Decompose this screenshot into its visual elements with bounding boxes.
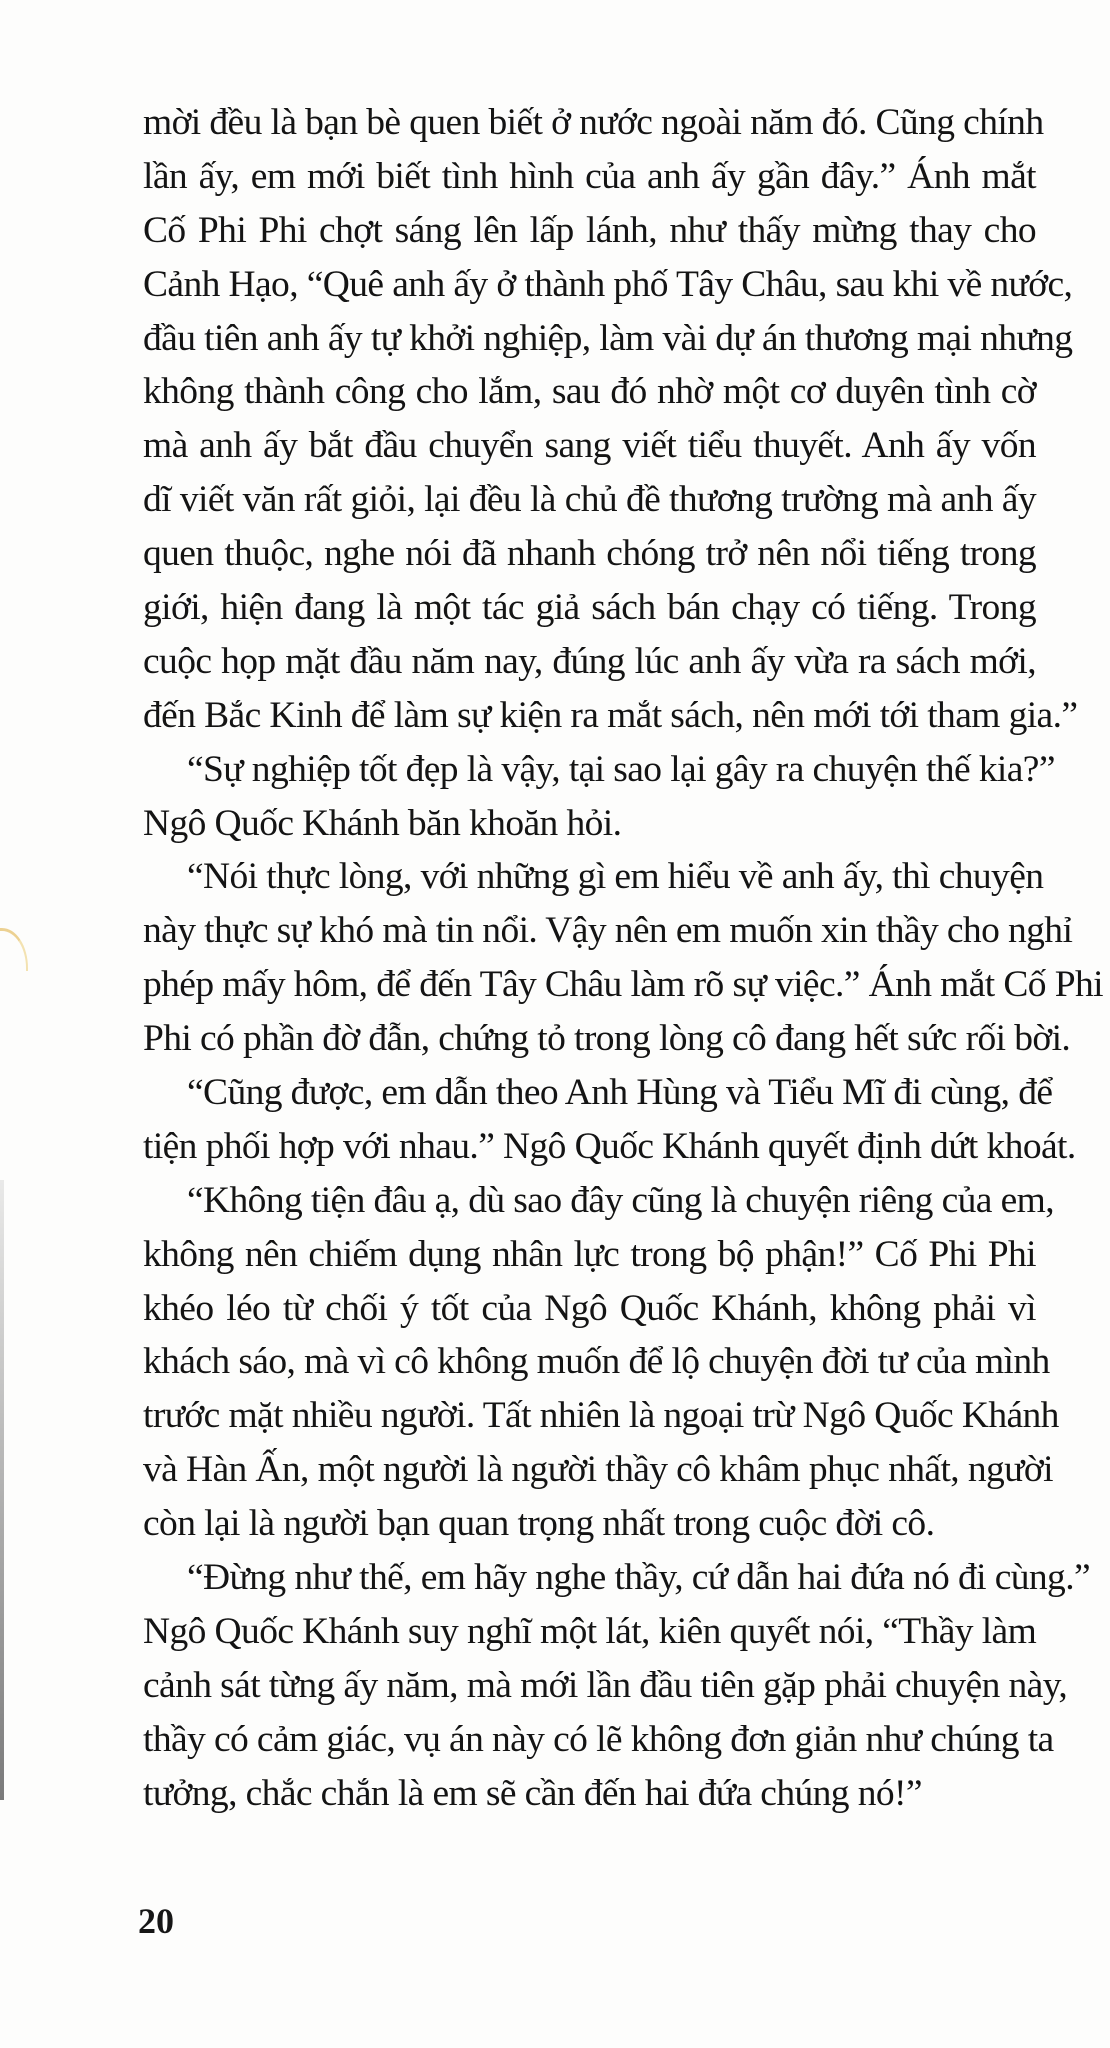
text-line: mà anh ấy bắt đầu chuyển sang viết tiểu thuyết. Anh ấy vốn [143,425,1036,467]
text-line: tưởng, chắc chắn là em sẽ cần đến hai đứa chúng nó!” [143,1772,922,1814]
text-line: “Đừng như thế, em hãy nghe thầy, cứ dẫn hai đứa nó đi cùng.” [187,1557,1091,1599]
text-line: Cố Phi Phi chợt sáng lên lấp lánh, như thấy mừng thay cho [143,209,1036,251]
text-line: “Không tiện đâu ạ, dù sao đây cũng là chuyện riêng của em, [187,1179,1054,1221]
text-line: dĩ viết văn rất giỏi, lại đều là chủ đề thương trường mà anh ấy [143,479,1036,521]
body-text [143,96,1103,1821]
text-line: cuộc họp mặt đầu năm nay, đúng lúc anh ấy vừa ra sách mới, [143,640,1036,682]
text-line: “Cũng được, em dẫn theo Anh Hùng và Tiểu Mĩ đi cùng, để [187,1072,1053,1114]
text-line: còn lại là người bạn quan trọng nhất trong cuộc đời cô. [143,1503,935,1545]
text-line: “Sự nghiệp tốt đẹp là vậy, tại sao lại gây ra chuyện thế kia?” [187,748,1055,790]
text-line: thầy có cảm giác, vụ án này có lẽ không đơn giản như chúng ta [143,1718,1054,1760]
text-line: đầu tiên anh ấy tự khởi nghiệp, làm vài dự án thương mại nhưng [143,317,1073,359]
text-line: mời đều là bạn bè quen biết ở nước ngoài năm đó. Cũng chính [143,102,1044,143]
text-line: và Hàn Ấn, một người là người thầy cô khâm phục nhất, người [143,1449,1053,1491]
text-line: phép mấy hôm, để đến Tây Châu làm rõ sự việc.” Ánh mắt Cố Phi [143,964,1103,1006]
page-number: 20 [138,1901,174,1941]
text-line: “Nói thực lòng, với những gì em hiểu về anh ấy, thì chuyện [187,856,1044,898]
text-line: quen thuộc, nghe nói đã nhanh chóng trở nên nổi tiếng trong [143,533,1036,575]
text-line: này thực sự khó mà tin nổi. Vậy nên em muốn xin thầy cho nghỉ [143,910,1073,952]
text-line: lần ấy, em mới biết tình hình của anh ấy gần đây.” Ánh mắt [143,155,1036,197]
page-edge-mark [0,928,28,971]
text-line: giới, hiện đang là một tác giả sách bán chạy có tiếng. Trong [143,587,1036,629]
text-line: không thành công cho lắm, sau đó nhờ một cơ duyên tình cờ [143,371,1036,413]
text-line: khách sáo, mà vì cô không muốn để lộ chuyện đời tư của mình [143,1341,1050,1383]
text-line: Ngô Quốc Khánh băn khoăn hỏi. [143,802,622,844]
text-line: trước mặt nhiều người. Tất nhiên là ngoại trừ Ngô Quốc Khánh [143,1395,1059,1437]
page-edge-shadow [0,1180,4,1800]
text-line: Cảnh Hạo, “Quê anh ấy ở thành phố Tây Châu, sau khi về nước, [143,263,1073,305]
text-line: khéo léo từ chối ý tốt của Ngô Quốc Khánh, không phải vì [143,1287,1036,1329]
text-line: đến Bắc Kinh để làm sự kiện ra mắt sách, nên mới tới tham gia.” [143,694,1078,736]
text-line: cảnh sát từng ấy năm, mà mới lần đầu tiên gặp phải chuyện này, [143,1664,1068,1706]
text-line: không nên chiếm dụng nhân lực trong bộ phận!” Cố Phi Phi [143,1233,1036,1275]
text-line: Phi có phần đờ đẫn, chứng tỏ trong lòng cô đang hết sức rối bời. [143,1018,1071,1060]
text-line: tiện phối hợp với nhau.” Ngô Quốc Khánh quyết định dứt khoát. [143,1125,1076,1167]
text-line: Ngô Quốc Khánh suy nghĩ một lát, kiên quyết nói, “Thầy làm [143,1610,1037,1652]
